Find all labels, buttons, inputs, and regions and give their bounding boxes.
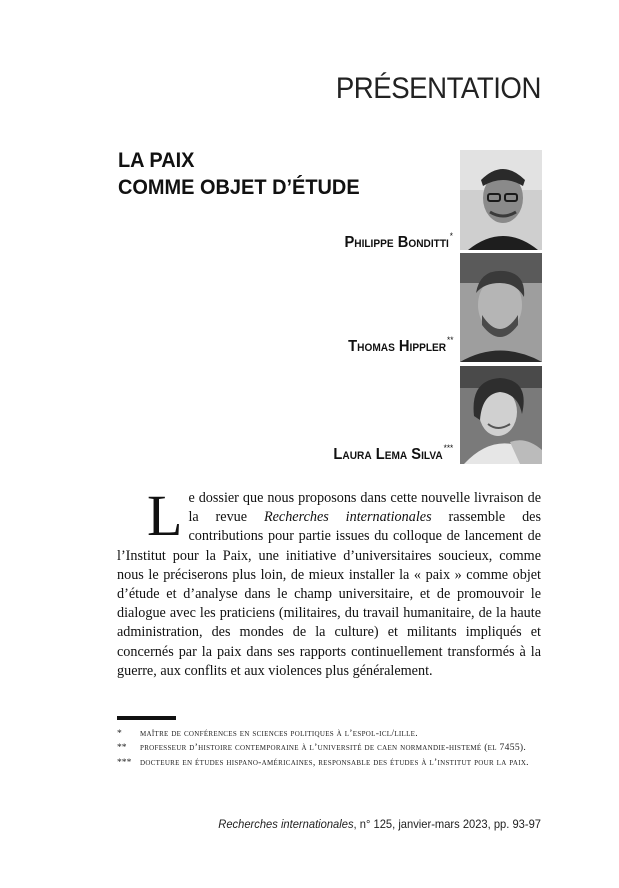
article-title <box>118 147 360 201</box>
citation-journal: Recherches internationales <box>218 817 354 831</box>
paragraph-end: rassemble des contributions pour partie issues du colloque de lancement de l’Institut pour la Paix, une initiative d’universitaires soucieux, comme nous le préciserons plus loin, de mieux installer la « paix » comme objet d’étude et d’analyse dans le champ universitaire, et de promouvoir le dialogue avec les praticiens (militaires, du travail humanitaire, de la haute administration, des mondes de la culture) et militants impliqués et concernés par la paix dans ses rapports continuellement transformés à la guerre, aux conflits et aux violences plus généralement. <box>117 509 541 679</box>
author-name: Laura Lema Silva <box>333 446 443 463</box>
author-photo-hippler <box>460 253 542 362</box>
footnote-3 <box>117 756 542 770</box>
footnote-2 <box>117 741 542 755</box>
footnote-mark: * <box>117 728 122 739</box>
footnote-text: professeur d’histoire contemporaine à l’université de caen normandie-histemé (el 7455). <box>140 742 527 754</box>
footnote-mark: *** <box>117 756 132 768</box>
citation-details: , n° 125, janvier-mars 2023, pp. 93-97 <box>353 817 541 831</box>
author-name-bonditti <box>344 231 453 252</box>
author-photo-lema-silva <box>460 366 542 464</box>
footnote-1 <box>117 727 542 741</box>
portrait-icon <box>460 366 542 464</box>
portrait-icon <box>460 150 542 250</box>
author-name-lema-silva <box>333 443 453 464</box>
footnotes <box>117 727 542 770</box>
drop-cap: L <box>147 483 183 548</box>
intro-paragraph <box>117 483 541 681</box>
paragraph-start: e dossier que nous proposons dans cette nouvelle livraison de la revue <box>188 490 541 526</box>
footnote-mark: ** <box>446 335 453 345</box>
author-name: Thomas Hippler <box>347 338 446 355</box>
footnote-text: docteure en études hispano-américaines, responsable des études à l’institut pour la paix. <box>140 756 529 768</box>
section-header: PRÉSENTATION <box>335 72 541 105</box>
author-name: Philippe Bonditti <box>344 234 449 251</box>
journal-name: Recherches internationales <box>263 509 432 526</box>
footnote-mark: *** <box>443 443 453 453</box>
author-photo-bonditti <box>460 150 542 250</box>
journal-citation <box>218 817 541 831</box>
footnote-mark: ** <box>117 742 127 754</box>
title-line-2: COMME OBJET D’ÉTUDE <box>118 176 360 199</box>
footnote-separator <box>117 716 176 720</box>
portrait-icon <box>460 253 542 362</box>
title-line-1: LA PAIX <box>118 149 195 172</box>
footnote-text: maître de conférences en sciences politiques à l’espol-icl/lille. <box>140 728 418 739</box>
footnote-mark: * <box>449 231 453 241</box>
author-name-hippler <box>348 335 453 356</box>
